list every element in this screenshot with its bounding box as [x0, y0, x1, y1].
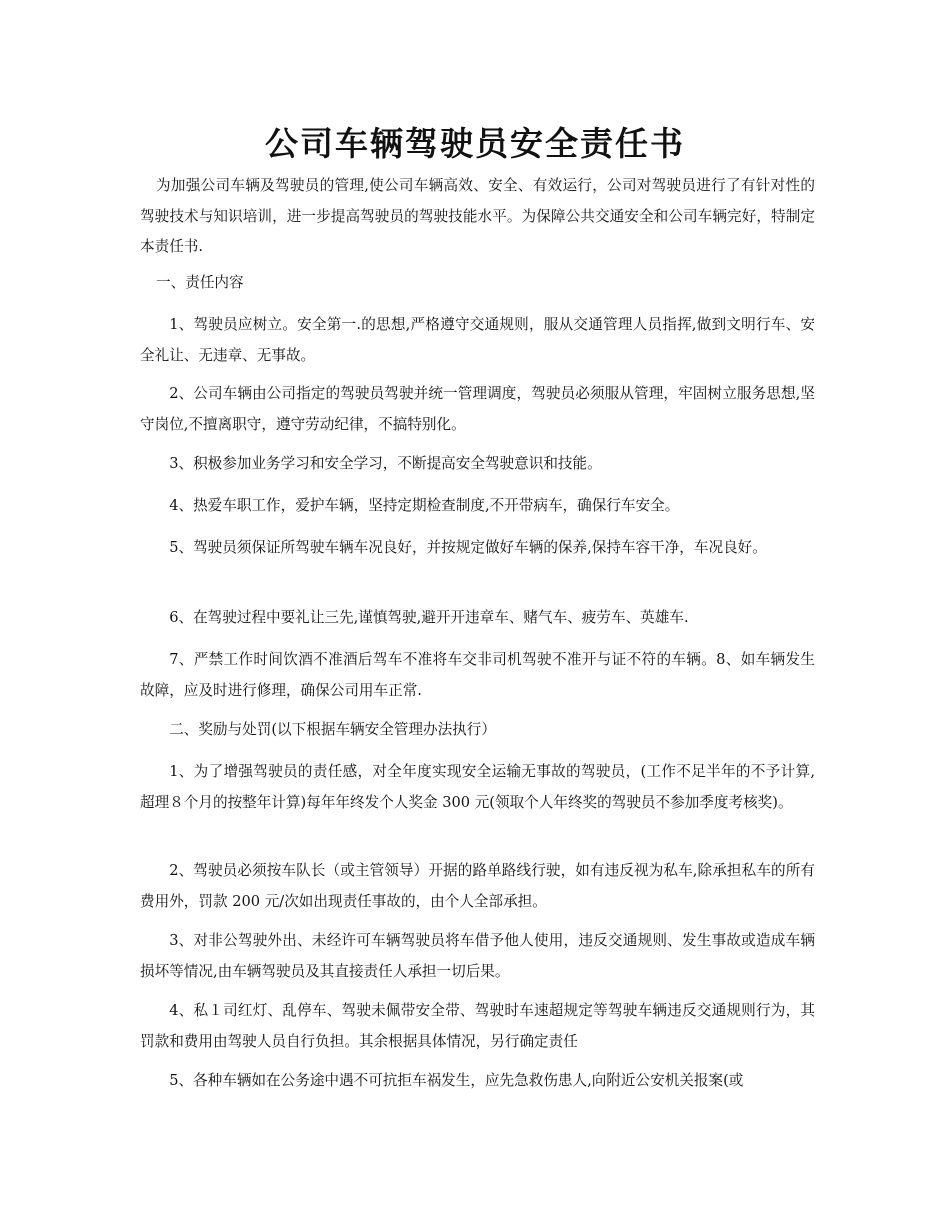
section2-item-1: 1、为了增强驾驶员的责任感，对全年度实现安全运输无事故的驾驶员，(工作不足半年的不予计算,超理８个月的按整年计算)每年年终发个人奖金 300 元(领取个人年终奖的驾驶员不参加季度考核奖)。: [140, 763, 815, 811]
section1-item-2: 2、公司车辆由公司指定的驾驶员驾驶并统一管理调度，驾驶员必须服从管理，牢固树立服务思想,坚守岗位,不擅离职守，遵守劳动纪律，不搞特别化。: [140, 385, 815, 433]
section2-item-2: 2、驾驶员必须按车队长（或主管领导）开据的路单路线行驶，如有违反视为私车,除承担私车的所有费用外，罚款 200 元/次如出现责任事故的，由个人全部承担。: [140, 862, 815, 910]
section2-item-4: 4、私１司红灯、乱停车、驾驶未佩带安全带、驾驶时车速超规定等驾驶车辆违反交通规则行为，其罚款和费用由驾驶人员自行负担。其余根据具体情况，另行确定责任: [140, 1002, 815, 1050]
section2-item-3: 3、对非公驾驶外出、未经许可车辆驾驶员将车借予他人使用，违反交通规则、发生事故或造成车辆损坏等情况,由车辆驾驶员及其直接责任人承担一切后果。: [140, 932, 815, 980]
section1-item-1: 1、驾驶员应树立。安全第一.的思想,严格遵守交通规则，服从交通管理人员指挥,做到文明行车、安全礼让、无违章、无事故。: [140, 316, 815, 364]
document-title: 公司车辆驾驶员安全责任书: [265, 124, 685, 163]
section1-item-4: 4、热爱车职工作，爱护车辆，坚持定期检查制度,不开带病车，确保行车安全。: [169, 497, 680, 514]
section2-heading: 二、奖励与处罚(以下根据车辆安全管理办法执行）: [169, 721, 496, 738]
section1-item-3: 3、积极参加业务学习和安全学习，不断提高安全驾驶意识和技能。: [169, 455, 602, 472]
section1-item-6: 6、在驾驶过程中要礼让三先,谨慎驾驶,避开开违章车、赌气车、疲劳车、英雄车.: [169, 609, 689, 626]
section1-item-5: 5、驾驶员须保证所驾驶车辆车况良好，并按规定做好车辆的保养,保持车容干净，车况良好。: [169, 539, 767, 556]
section1-item-7: 7、严禁工作时间饮酒不准酒后驾车不准将车交非司机驾驶不准开与证不符的车辆。8、如车辆发生故障，应及时进行修理，确保公司用车正常.: [140, 651, 815, 699]
section2-item-5: 5、各种车辆如在公务途中遇不可抗拒车祸发生，应先急救伤患人,向附近公安机关报案(或: [169, 1072, 744, 1089]
section1-heading: 一、责任内容: [156, 274, 244, 291]
intro-paragraph: 为加强公司车辆及驾驶员的管理,使公司车辆高效、安全、有效运行，公司对驾驶员进行了有针对性的驾驶技术与知识培训，进一步提高驾驶员的驾驶技能水平。为保障公共交通安全和公司车辆完好，特制定本责任书.: [140, 177, 815, 255]
